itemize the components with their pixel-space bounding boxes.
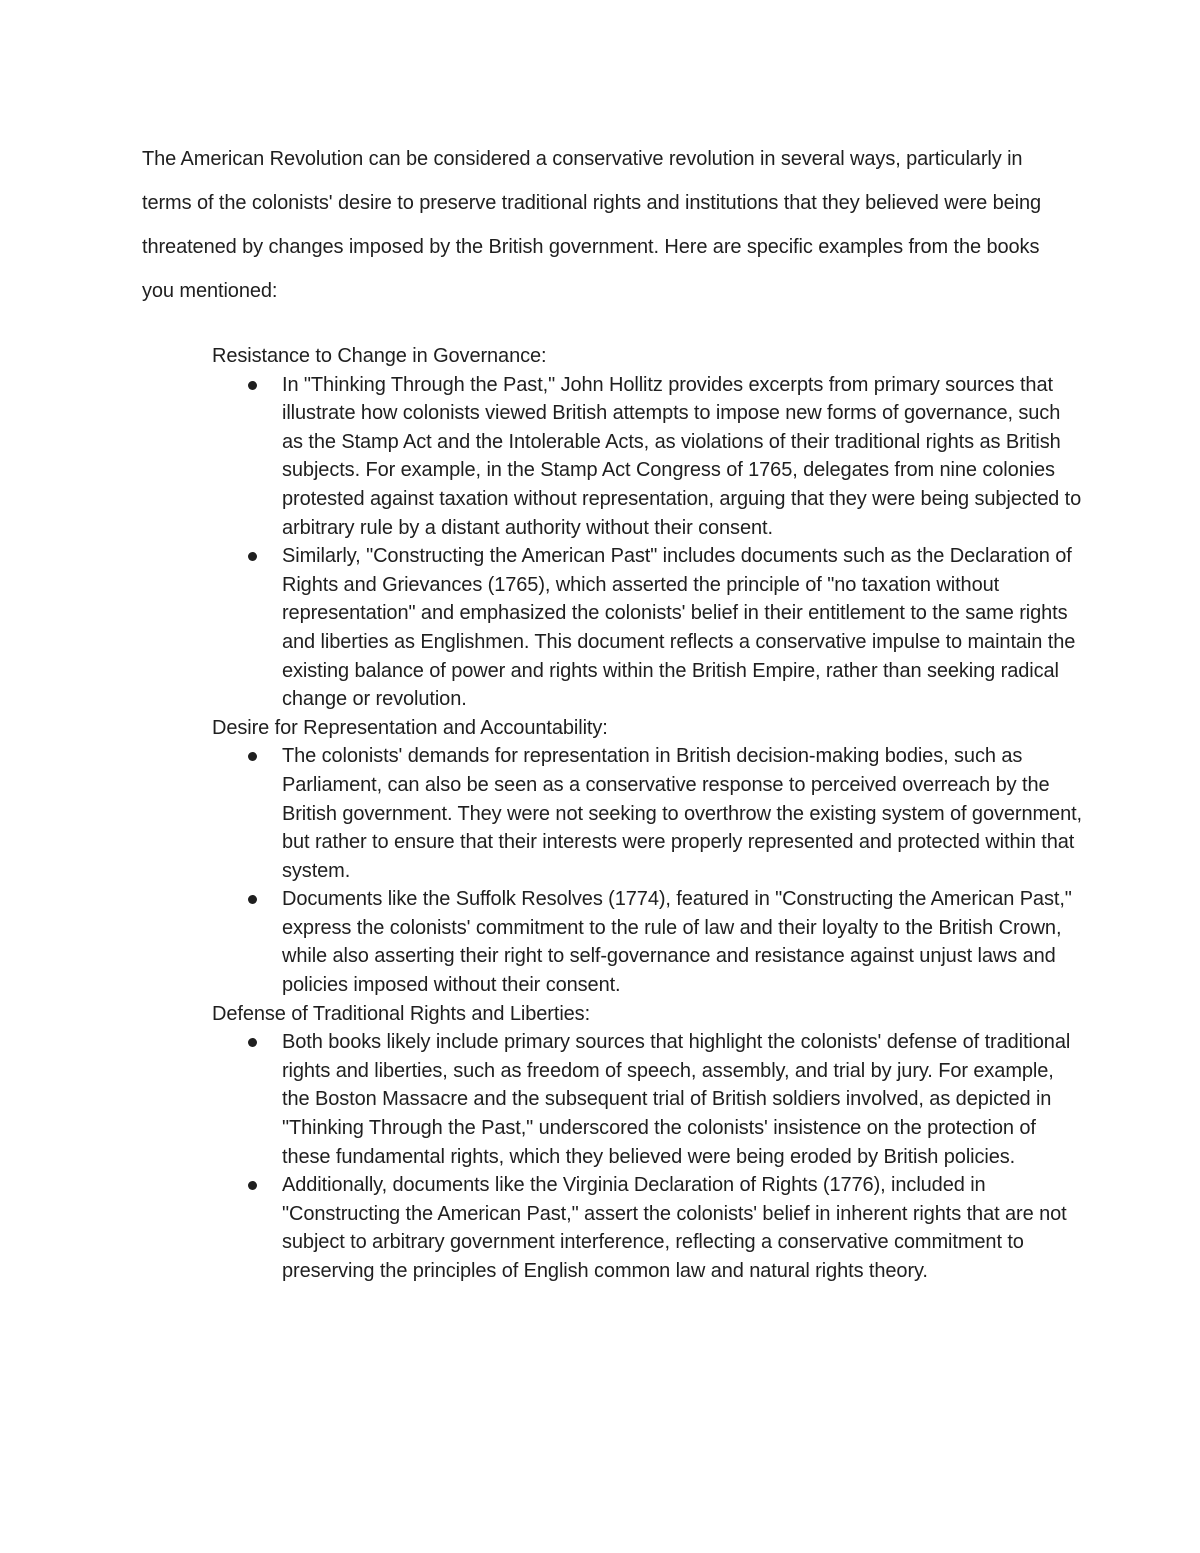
intro-paragraph: The American Revolution can be considered a conservative revolution in several ways, particularly in terms of the colonists' desire to preserve traditional rights and institutions that they believed were being threatened by changes imposed by the British government. Here are specific examples from the books you mentioned: [142,148,1042,302]
sections-list [212,342,1082,1286]
section-heading: Desire for Representation and Accountability: [212,716,608,739]
bullet-dot-icon [248,895,257,904]
section-traditional-rights [212,1000,1082,1286]
bullet-dot-icon [248,1038,257,1047]
bullet-list [212,1028,1082,1285]
list-item [282,742,1082,885]
list-item-text: The colonists' demands for representation in British decision-making bodies, such as Parliament, can also be seen as a conservative response to perceived overreach by the British government. They were not seeking to overthrow the existing system of government, but rather to ensure that their interests were properly represented and protected within that system. [282,745,1083,882]
list-item-text: Similarly, "Constructing the American Past" includes documents such as the Declaration of Rights and Grievances (1765), which asserted the principle of "no taxation without representation" and emphasized the colonists' belief in their entitlement to the same rights and liberties as Englishmen. This document reflects a conservative impulse to maintain the existing balance of power and rights within the British Empire, rather than seeking radical change or revolution. [282,545,1076,711]
list-item [282,1171,1082,1285]
list-item [282,885,1082,999]
list-item-text: Both books likely include primary sources that highlight the colonists' defense of traditional rights and liberties, such as freedom of speech, assembly, and trial by jury. For example, the Boston Massacre and the subsequent trial of British soldiers involved, as depicted in "Thinking Through the Past," underscored the colonists' insistence on the protection of these fundamental rights, which they believed were being eroded by British policies. [282,1031,1071,1168]
section-representation [212,714,1082,1000]
bullet-list [212,742,1082,999]
bullet-dot-icon [248,1181,257,1190]
list-item [282,542,1082,714]
list-item-text: Documents like the Suffolk Resolves (1774), featured in "Constructing the American Past," express the colonists' commitment to the rule of law and their loyalty to the British Crown, while also asserting their right to self-governance and resistance against unjust laws and policies imposed without their consent. [282,888,1072,997]
bullet-dot-icon [248,552,257,561]
section-heading: Resistance to Change in Governance: [212,345,547,367]
list-item [282,371,1082,543]
list-item-text: In "Thinking Through the Past," John Hollitz provides excerpts from primary sources that illustrate how colonists viewed British attempts to impose new forms of governance, such as the Stamp Act and the Intolerable Acts, as violations of their traditional rights as British subjects. For example, in the Stamp Act Congress of 1765, delegates from nine colonies protested against taxation without representation, arguing that they were being subjected to arbitrary rule by a distant authority without their consent. [282,373,1082,539]
bullet-dot-icon [248,381,257,390]
section-governance [212,342,1082,714]
bullet-dot-icon [248,752,257,761]
list-item [282,1028,1082,1171]
section-heading: Defense of Traditional Rights and Liberties: [212,1002,591,1025]
list-item-text: Additionally, documents like the Virginia Declaration of Rights (1776), included in "Constructing the American Past," assert the colonists' belief in inherent rights that are not subject to arbitrary government interference, reflecting a conservative commitment to preserving the principles of English common law and natural rights theory. [282,1174,1067,1282]
bullet-list [212,371,1082,714]
